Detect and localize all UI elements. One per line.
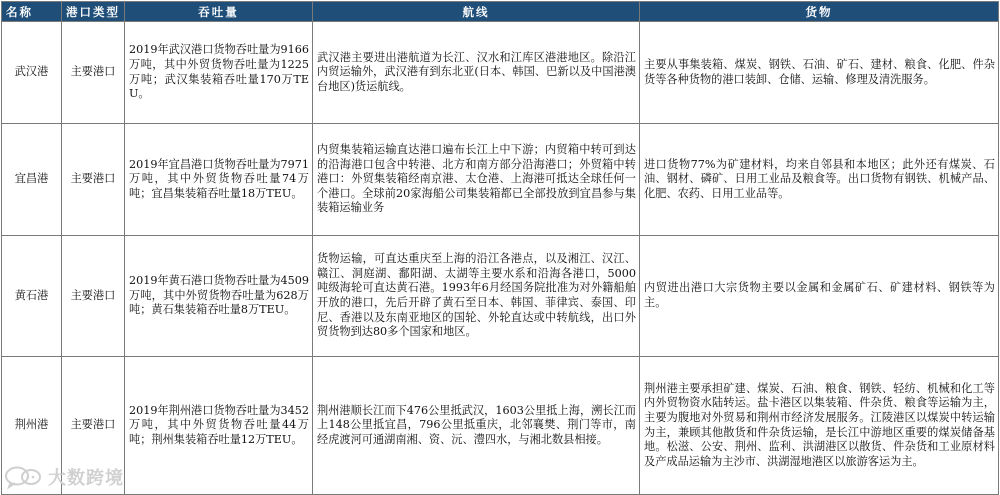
cargo-cell: 进口货物77%为矿建材料，均来自邻县和本地区；此外还有煤炭、石油、钢材、磷矿、日用工业品及粮食等。出口货物有钢铁、机械产品、化肥、农药、日用工业品等。 [640, 124, 999, 236]
routes-cell: 货物运输，可直达重庆至上海的沿江各港点，以及湘江、汉江、赣江、洞庭湖、鄱阳湖、太湖等主要水系和沿海各港口，5000吨级海轮可直达黄石港。1993年6月经国务院批准为对外籍船舶开放的港口，先后开辟了黄石至日本、韩国、菲律宾、泰国、印尼、香港以及东南亚地区的国轮、外轮直达或中转航线，出口外贸货物到达80多个国家和地区。 [313, 236, 640, 357]
throughput-cell: 2019年荆州港口货物吞吐量为3452万吨，其中外贸货物吞吐量44万吨；荆州集装箱吞吐量12万TEU。 [125, 357, 313, 495]
header-throughput: 吞吐量 [125, 2, 313, 22]
throughput-cell: 2019年武汉港口货物吞吐量为9166万吨，其中外贸货物吞吐量为1225万吨；武汉集装箱吞吐量170万TEU。 [125, 22, 313, 124]
port-name-cell: 荆州港 [2, 357, 62, 495]
table-row [2, 236, 999, 357]
port-type-cell: 主要港口 [62, 236, 125, 357]
header-row [2, 2, 999, 22]
port-name-cell: 宜昌港 [2, 124, 62, 236]
port-type-cell: 主要港口 [62, 22, 125, 124]
table-row [2, 22, 999, 124]
port-table [1, 1, 999, 495]
throughput-cell: 2019年黄石港口货物吞吐量为4509万吨，其中外贸货物吞吐量为628万吨；黄石集装箱吞吐量8万TEU。 [125, 236, 313, 357]
chat-bubble-logo-icon [4, 465, 44, 489]
cargo-cell: 主要从事集装箱、煤炭、钢铁、石油、矿石、建材、粮食、化肥、件杂货等各种货物的港口装卸、仓储、运输、修理及清洗服务。 [640, 22, 999, 124]
table-row [2, 357, 999, 495]
cargo-cell: 荆州港主要承担矿建、煤炭、石油、粮食、钢铁、轻纺、机械和化工等内外贸物资水陆转运。盐卡港区以集装箱、件杂货、粮食等运输为主，主要为腹地对外贸易和荆州市经济发展服务。江陵港区以煤炭中转运输为主，兼顾其他散货和件杂货运输，是长江中游地区重要的煤炭储备基地。松滋、公安、荆州、监利、洪湖港区以散货、件杂货和工业原材料及产成品运输为主沙市、洪湖湿地港区以旅游客运为主。 [640, 357, 999, 495]
port-name-cell: 武汉港 [2, 22, 62, 124]
header-name: 名称 [2, 2, 62, 22]
cargo-cell: 内贸进出港口大宗货物主要以金属和金属矿石、矿建材料、钢铁等为主。 [640, 236, 999, 357]
header-port-type: 港口类型 [62, 2, 125, 22]
watermark [4, 464, 124, 490]
port-name-cell: 黄石港 [2, 236, 62, 357]
throughput-cell: 2019年宜昌港口货物吞吐量为7971万吨，其中外贸货物吞吐量74万吨；宜昌集装箱吞吐量18万TEU。 [125, 124, 313, 236]
port-type-cell: 主要港口 [62, 357, 125, 495]
header-routes: 航线 [313, 2, 640, 22]
watermark-text: 大数跨境 [48, 468, 124, 489]
port-type-cell: 主要港口 [62, 124, 125, 236]
routes-cell: 荆州港顺长江而下476公里抵武汉，1603公里抵上海，溯长江而上148公里抵宜昌，796公里抵重庆，北邻襄樊、荆门等市，南经虎渡河可通湖南湘、资、沅、澧四水，与湘北数县相接。 [313, 357, 640, 495]
table-row [2, 124, 999, 236]
header-cargo: 货物 [640, 2, 999, 22]
routes-cell: 武汉港主要进出港航道为长江、汉水和江库区港港地区。除沿江内贸运输外，武汉港有到东北亚(日本、韩国、巴新以及中国港澳台地区)货运航线。 [313, 22, 640, 124]
routes-cell: 内贸集装箱运输直达港口遍布长江上中下游；内贸箱中转可到达的沿海港口包含中转港、北方和南方部分沿海港口；外贸箱中转港口：外贸集装箱经南京港、太仓港、上海港可抵达全球任何一个港口。全球前20家海船公司集装箱都已全部投放到宜昌参与集装箱运输业务 [313, 124, 640, 236]
